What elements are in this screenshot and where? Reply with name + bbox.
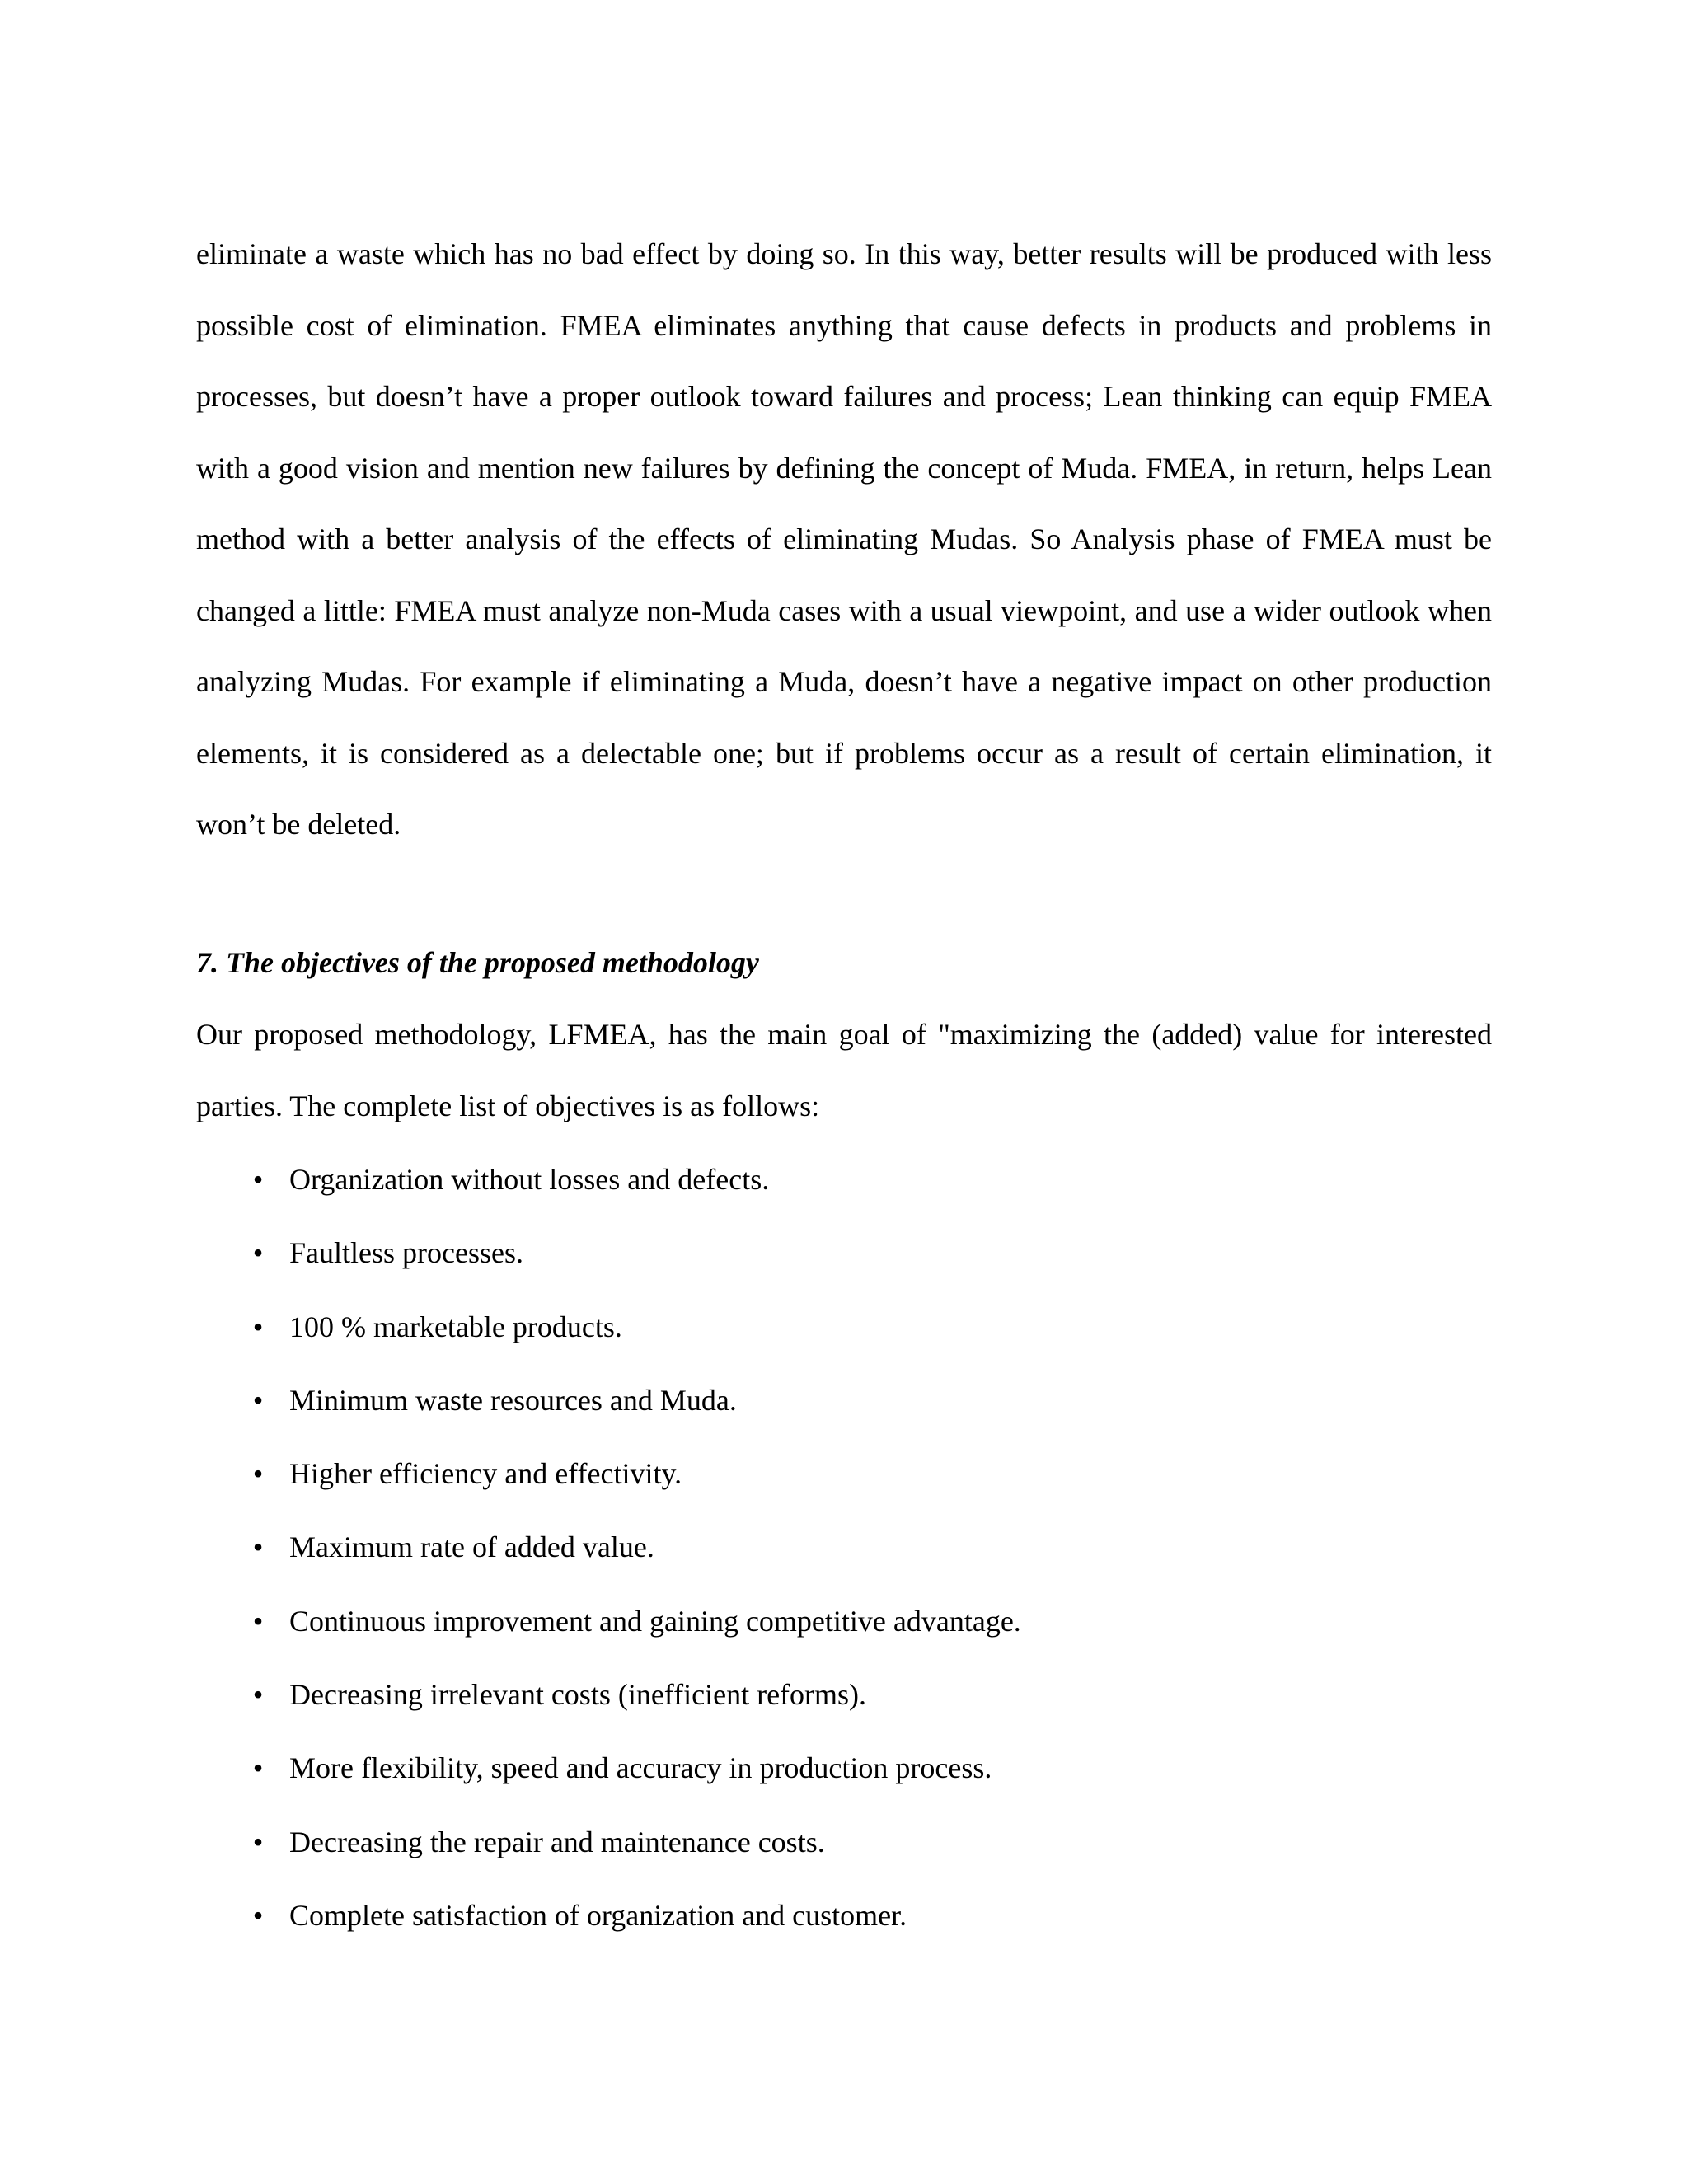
list-item	[196, 1511, 1492, 1584]
bullet-icon: •	[252, 1898, 264, 1932]
list-item-text: Faultless processes.	[289, 1236, 523, 1270]
list-item-text: Maximum rate of added value.	[289, 1530, 654, 1564]
list-item	[196, 1879, 1492, 1952]
bullet-icon: •	[252, 1530, 264, 1564]
list-item	[196, 1364, 1492, 1437]
list-item	[196, 1585, 1492, 1658]
list-item-text: Minimum waste resources and Muda.	[289, 1383, 737, 1417]
list-item	[196, 1143, 1492, 1216]
list-item	[196, 1806, 1492, 1879]
list-item	[196, 1658, 1492, 1732]
bullet-icon: •	[252, 1751, 264, 1785]
list-item-text: Organization without losses and defects.	[289, 1163, 770, 1196]
bullet-icon: •	[252, 1457, 264, 1491]
bullet-icon: •	[252, 1604, 264, 1638]
list-item-text: Decreasing irrelevant costs (inefficient reforms).	[289, 1678, 867, 1712]
list-item-text: Decreasing the repair and maintenance costs.	[289, 1825, 825, 1858]
list-item-text: Complete satisfaction of organization and customer.	[289, 1898, 907, 1932]
bullet-icon: •	[252, 1310, 264, 1343]
list-item	[196, 1437, 1492, 1511]
list-item-text: More flexibility, speed and accuracy in production process.	[289, 1751, 992, 1785]
list-item-text: 100 % marketable products.	[289, 1310, 622, 1343]
list-item	[196, 1732, 1492, 1805]
bullet-icon: •	[252, 1236, 264, 1270]
list-item	[196, 1291, 1492, 1364]
list-item-text: Higher efficiency and effectivity.	[289, 1457, 682, 1491]
list-item	[196, 1216, 1492, 1290]
list-item-text: Continuous improvement and gaining competitive advantage.	[289, 1604, 1021, 1638]
bullet-icon: •	[252, 1383, 264, 1417]
bullet-icon: •	[252, 1163, 264, 1196]
objectives-list	[196, 1143, 1492, 1952]
section-heading: 7. The objectives of the proposed methodology	[196, 946, 759, 979]
body-paragraph: eliminate a waste which has no bad effect by doing so. In this way, better results will be produced with less possible cost of elimination. FMEA eliminates anything that cause defects in products and problems in processes, but doesn’t have a proper outlook toward failures and process; Lean thinking can equip FMEA with a good vision and mention new failures by defining the concept of Muda. FMEA, in return, helps Lean method with a better analysis of the effects of eliminating Mudas. So Analysis phase of FMEA must be changed a little: FMEA must analyze non-Muda cases with a usual viewpoint, and use a wider outlook when analyzing Mudas. For example if eliminating a Muda, doesn’t have a negative impact on other production elements, it is considered as a delectable one; but if problems occur as a result of certain elimination, it won’t be deleted.	[196, 237, 1492, 841]
intro-paragraph: Our proposed methodology, LFMEA, has the main goal of "maximizing the (added) value for interested parties. The complete list of objectives is as follows:	[196, 1018, 1492, 1122]
bullet-icon: •	[252, 1825, 264, 1858]
bullet-icon: •	[252, 1678, 264, 1712]
